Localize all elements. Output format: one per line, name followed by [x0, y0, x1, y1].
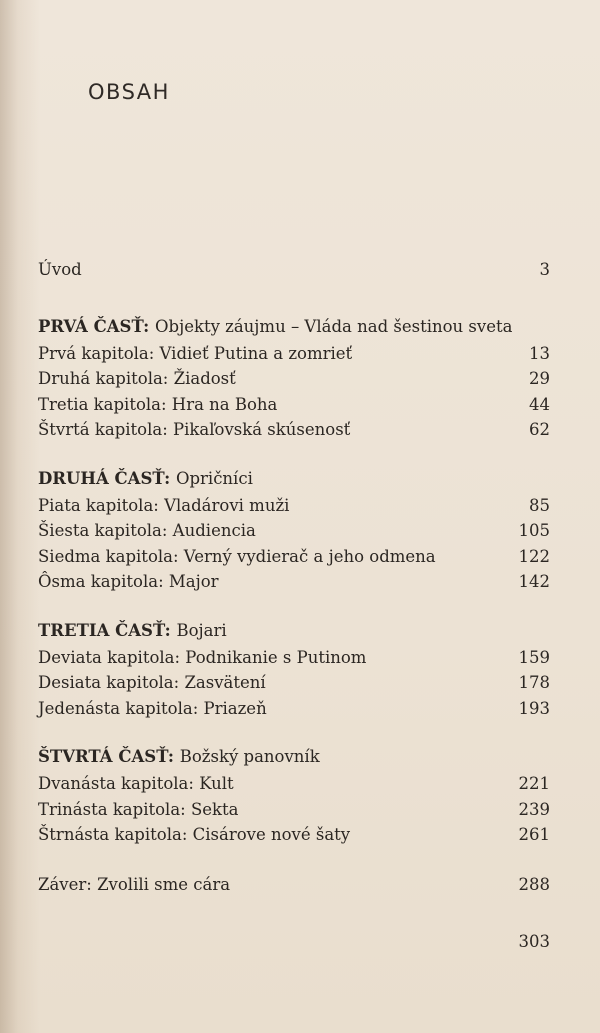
part-label: PRVÁ ČASŤ: — [38, 316, 150, 336]
entry-page-number: 288 — [518, 874, 550, 894]
entry-page-number: 85 — [529, 495, 550, 515]
toc-entry — [38, 771, 550, 797]
toc-entry — [38, 366, 550, 392]
entry-page-number: 142 — [518, 572, 550, 591]
toc-entry-conclusion — [38, 872, 550, 898]
entry-page-number: 261 — [518, 825, 550, 844]
entry-page-number: 221 — [518, 774, 550, 793]
entry-title: Deviata kapitola: Podnikanie s Putinom — [38, 647, 367, 667]
entry-title: Šiesta kapitola: Audiencia — [38, 521, 256, 540]
toc-entry — [38, 544, 550, 570]
entry-title: Siedma kapitola: Verný vydierač a jeho odmena — [38, 546, 436, 566]
part-subtitle: Objekty záujmu – Vláda nad šestinou sveta — [154, 316, 513, 336]
entry-page-number: 44 — [529, 394, 550, 414]
toc-entry — [38, 696, 550, 722]
part-label: ŠTVRTÁ ČASŤ: — [38, 747, 174, 766]
entry-page-number: 62 — [529, 420, 550, 439]
toc-entry — [38, 518, 550, 544]
toc-entry — [38, 670, 550, 696]
toc-entry — [38, 797, 550, 823]
toc-entry — [38, 493, 550, 519]
table-of-contents — [38, 257, 550, 897]
part-heading-2 — [38, 465, 550, 493]
entry-title: Piata kapitola: Vladárovi muži — [38, 495, 290, 515]
part-heading-4 — [38, 743, 550, 771]
part-label: DRUHÁ ČASŤ: — [38, 468, 171, 488]
entry-page-number: 239 — [518, 799, 550, 819]
toc-entry-intro — [38, 257, 550, 283]
toc-entry — [38, 822, 550, 848]
part-subtitle: Božský panovník — [179, 747, 320, 766]
toc-entry — [38, 392, 550, 418]
entry-page-number: 122 — [518, 546, 550, 566]
entry-page-number: 159 — [518, 647, 550, 667]
part-heading-3 — [38, 617, 550, 645]
part-subtitle: Opričníci — [175, 468, 253, 488]
part-subtitle: Bojari — [176, 620, 227, 640]
entry-title: Jedenásta kapitola: Priazeň — [38, 698, 267, 718]
entry-title: Záver: Zvolili sme cára — [38, 874, 231, 894]
entry-title: Štrnásta kapitola: Cisárove nové šaty — [38, 825, 351, 844]
part-heading-1 — [38, 313, 550, 341]
entry-title: Desiata kapitola: Zasvätení — [38, 673, 266, 692]
entry-title: Úvod — [38, 260, 82, 279]
entry-page-number: 29 — [529, 369, 550, 388]
entry-title: Prvá kapitola: Vidieť Putina a zomrieť — [38, 343, 353, 363]
folio-page-number: 303 — [518, 932, 550, 951]
entry-title: Ôsma kapitola: Major — [38, 572, 219, 591]
entry-page-number: 3 — [539, 260, 550, 279]
toc-entry — [38, 341, 550, 367]
entry-page-number: 105 — [518, 521, 550, 540]
entry-page-number: 178 — [518, 673, 550, 692]
entry-title: Druhá kapitola: Žiadosť — [38, 369, 236, 388]
entry-page-number: 13 — [529, 343, 550, 363]
entry-title: Dvanásta kapitola: Kult — [38, 774, 234, 793]
contents-heading: OBSAH — [88, 80, 170, 104]
toc-entry — [38, 417, 550, 443]
entry-title: Štvrtá kapitola: Pikaľovská skúsenosť — [38, 420, 351, 439]
toc-entry — [38, 569, 550, 595]
part-label: TRETIA ČASŤ: — [38, 620, 171, 640]
entry-title: Tretia kapitola: Hra na Boha — [38, 394, 278, 414]
entry-title: Trinásta kapitola: Sekta — [38, 799, 239, 819]
entry-page-number: 193 — [518, 698, 550, 718]
toc-entry — [38, 645, 550, 671]
